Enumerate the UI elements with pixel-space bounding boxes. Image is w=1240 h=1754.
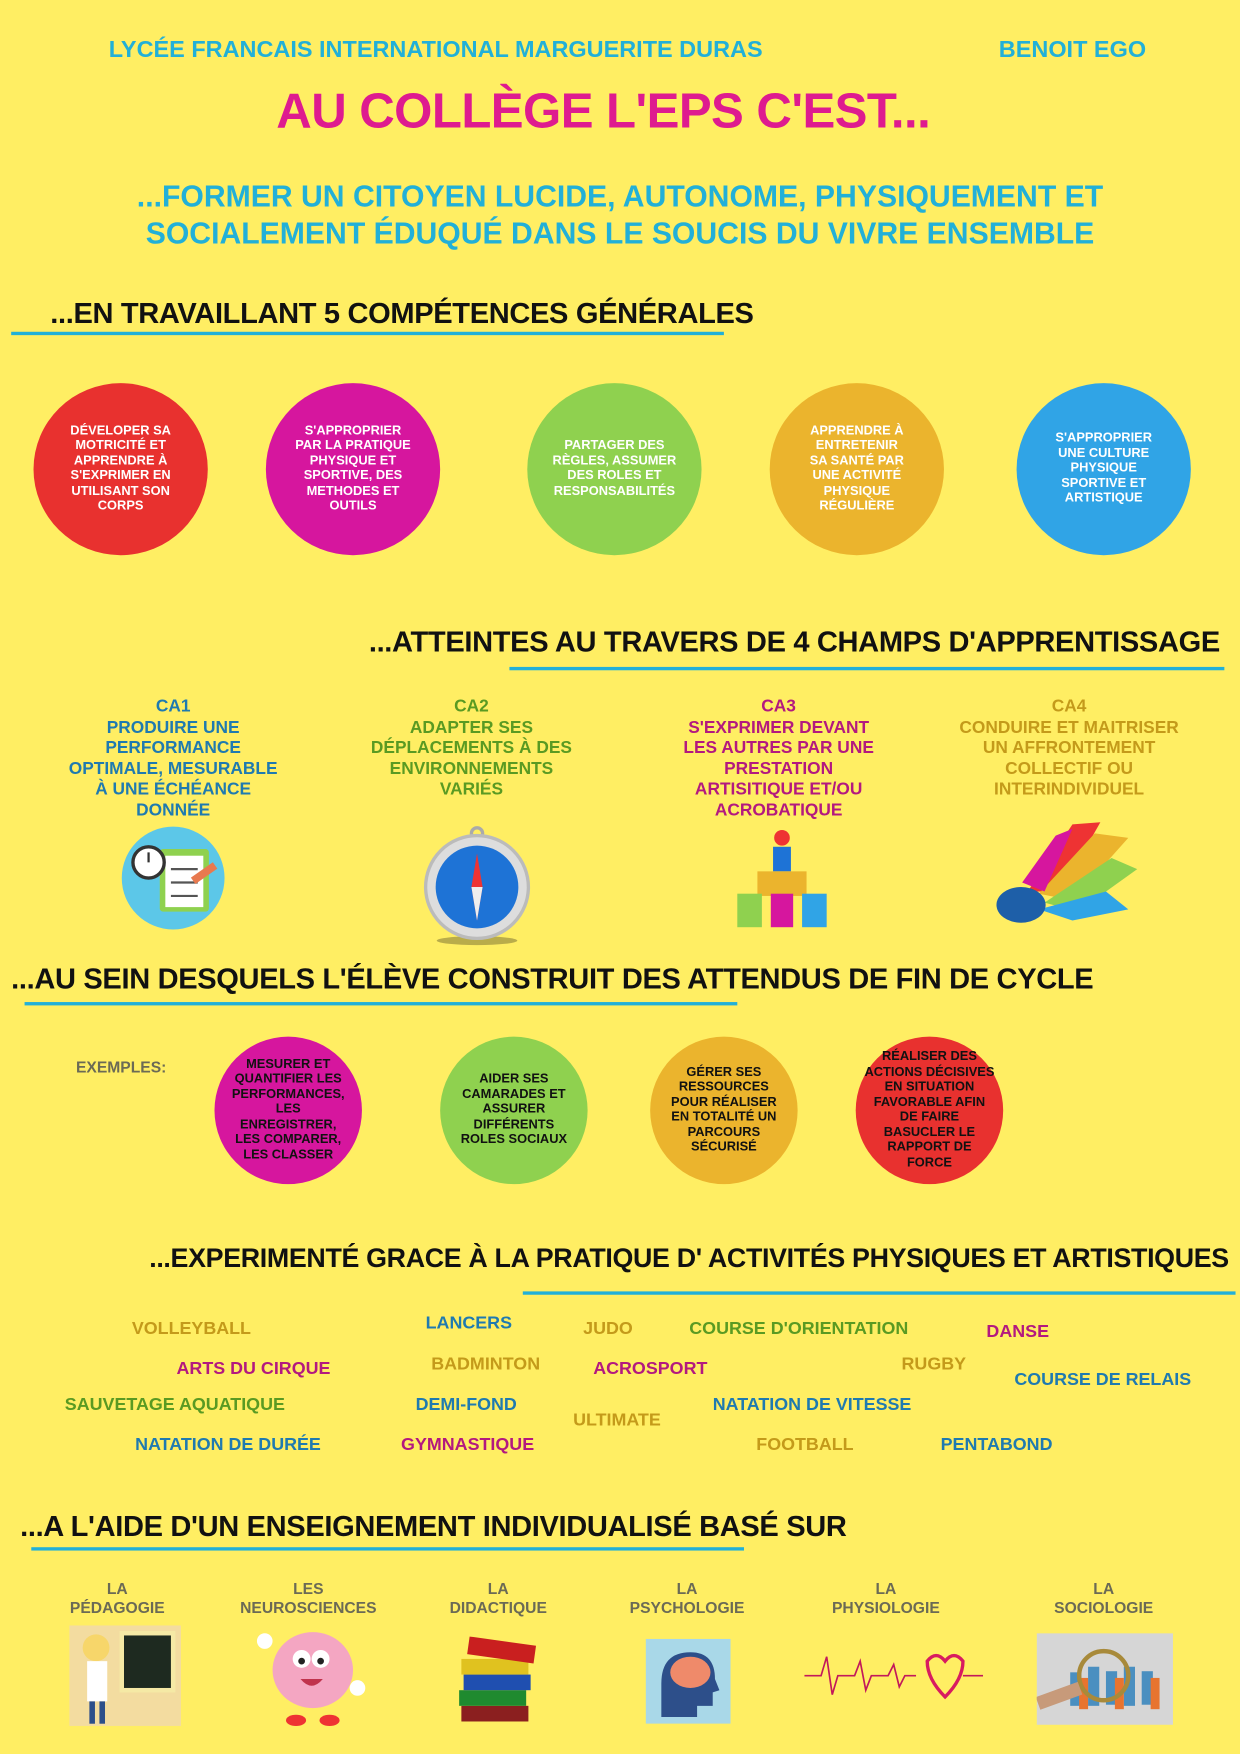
compass-icon: [419, 824, 531, 947]
attendu-circle: GÉRER SES RESSOURCES POUR RÉALISER EN TOTALITÉ UN PARCOURS SÉCURISÉ: [650, 1037, 797, 1184]
ca-text: PRODUIRE UNE PERFORMANCE OPTIMALE, MESURABLE À UNE ÉCHÉANCE DONNÉE: [68, 717, 278, 820]
shuttlecock-icon: [994, 813, 1139, 925]
attendu-circle: AIDER SES CAMARADES ET ASSURER DIFFÉRENTS ROLES SOCIAUX: [440, 1037, 587, 1184]
section-heading-enseignement: ...A L'AIDE D'UN ENSEIGNEMENT INDIVIDUALISÉ BASÉ SUR: [20, 1509, 847, 1543]
divider: [509, 667, 1224, 670]
attendu-circle: RÉALISER DES ACTIONS DÉCISIVES EN SITUATION FAVORABLE AFIN DE FAIRE BASUCLER LE RAPPORT DE FORCE: [856, 1037, 1003, 1184]
ca-code: CA1: [155, 697, 191, 717]
competence-circle: DÉVELOPER SA MOTRICITÉ ET APPRENDRE À S'EXPRIMER EN UTILISANT SON CORPS: [34, 383, 208, 555]
competence-circle: S'APPROPRIER UNE CULTURE PHYSIQUE SPORTIVE ET ARTISTIQUE: [1017, 383, 1191, 555]
basis-label: LES NEUROSCIENCES: [240, 1579, 377, 1617]
activity-label: ULTIMATE: [573, 1410, 661, 1430]
acrobats-icon: [726, 824, 838, 931]
basis-label: LA PSYCHOLOGIE: [629, 1579, 745, 1617]
ca-text: S'EXPRIMER DEVANT LES AUTRES PAR UNE PRESTATION ARTISITIQUE ET/OU ACROBATIQUE: [683, 717, 874, 820]
stopwatch-clipboard-icon: [117, 824, 229, 931]
teacher-icon: [69, 1625, 181, 1728]
activity-label: PENTABOND: [940, 1435, 1053, 1455]
divider: [31, 1547, 744, 1550]
divider: [523, 1291, 1236, 1294]
activity-label: COURSE D'ORIENTATION: [689, 1319, 909, 1339]
section-heading-activites: ...EXPERIMENTÉ GRACE À LA PRATIQUE D' ACTIVITÉS PHYSIQUES ET ARTISTIQUES: [149, 1243, 1229, 1274]
ca3-block: [633, 697, 923, 821]
attendu-circle: MESURER ET QUANTIFIER LES PERFORMANCES, LES ENREGISTRER, LES COMPARER, LES CLASSER: [214, 1037, 361, 1184]
ca2-block: [326, 697, 616, 800]
ca-text: CONDUIRE ET MAITRISER UN AFFRONTEMENT COLLECTIF OU INTERINDIVIDUEL: [959, 717, 1179, 799]
magnifier-people-icon: [1037, 1633, 1173, 1725]
ca-code: CA2: [454, 697, 489, 717]
activity-label: NATATION DE VITESSE: [712, 1395, 912, 1415]
activity-label: ACROSPORT: [593, 1359, 708, 1379]
author-name: BENOIT EGO: [998, 36, 1147, 63]
ca-code: CA3: [761, 697, 796, 717]
activity-label: VOLLEYBALL: [131, 1319, 251, 1339]
activity-label: RUGBY: [901, 1355, 967, 1375]
section-heading-champs: ...ATTEINTES AU TRAVERS DE 4 CHAMPS D'APPRENTISSAGE: [368, 624, 1220, 658]
brain-icon: [251, 1625, 368, 1728]
ca-code: CA4: [1051, 697, 1087, 717]
competence-circle: APPRENDRE À ENTRETENIR SA SANTÉ PAR UNE ACTIVITÉ PHYSIQUE RÉGULIÈRE: [770, 383, 944, 555]
activity-label: COURSE DE RELAIS: [1014, 1370, 1192, 1390]
head-brain-icon: [646, 1639, 731, 1724]
activity-label: ARTS DU CIRQUE: [176, 1359, 331, 1379]
section-heading-competences: ...EN TRAVAILLANT 5 COMPÉTENCES GÉNÉRALES: [50, 296, 754, 330]
activity-label: DANSE: [986, 1322, 1049, 1342]
activity-label: BADMINTON: [431, 1355, 541, 1375]
examples-label: EXEMPLES:: [75, 1057, 167, 1076]
competence-circle: S'APPROPRIER PAR LA PRATIQUE PHYSIQUE ET SPORTIVE, DES METHODES ET OUTILS: [266, 383, 440, 555]
competence-circle: PARTAGER DES RÈGLES, ASSUMER DES ROLES ET RESPONSABILITÉS: [527, 383, 701, 555]
ca1-block: [28, 697, 318, 821]
page-title: AU COLLÈGE L'EPS C'EST...: [276, 83, 931, 139]
ca4-block: [924, 697, 1214, 800]
activity-label: FOOTBALL: [756, 1435, 854, 1455]
activity-label: SAUVETAGE AQUATIQUE: [64, 1395, 285, 1415]
basis-label: LA PÉDAGOGIE: [69, 1579, 165, 1617]
activity-label: GYMNASTIQUE: [401, 1435, 535, 1455]
activity-label: LANCERS: [425, 1313, 513, 1333]
books-icon: [452, 1637, 541, 1726]
section-heading-attendus: ...AU SEIN DESQUELS L'ÉLÈVE CONSTRUIT DES ATTENDUS DE FIN DE CYCLE: [11, 961, 1094, 996]
basis-label: LA DIDACTIQUE: [449, 1579, 547, 1617]
divider: [11, 332, 724, 335]
basis-label: LA SOCIOLOGIE: [1054, 1579, 1154, 1617]
heartbeat-icon: [804, 1648, 983, 1704]
basis-label: LA PHYSIOLOGIE: [831, 1579, 940, 1617]
activity-label: JUDO: [583, 1319, 633, 1339]
activity-label: DEMI-FOND: [415, 1395, 517, 1415]
ca-text: ADAPTER SES DÉPLACEMENTS À DES ENVIRONNEMENTS VARIÉS: [370, 717, 572, 799]
divider: [25, 1002, 738, 1005]
school-name: LYCÉE FRANCAIS INTERNATIONAL MARGUERITE DURAS: [108, 36, 763, 63]
subtitle: ...FORMER UN CITOYEN LUCIDE, AUTONOME, PHYSIQUEMENT ET SOCIALEMENT ÉDUQUÉ DANS LE SOUCIS DU VIVRE ENSEMBLE: [136, 179, 1104, 251]
activity-label: NATATION DE DURÉE: [135, 1435, 321, 1455]
